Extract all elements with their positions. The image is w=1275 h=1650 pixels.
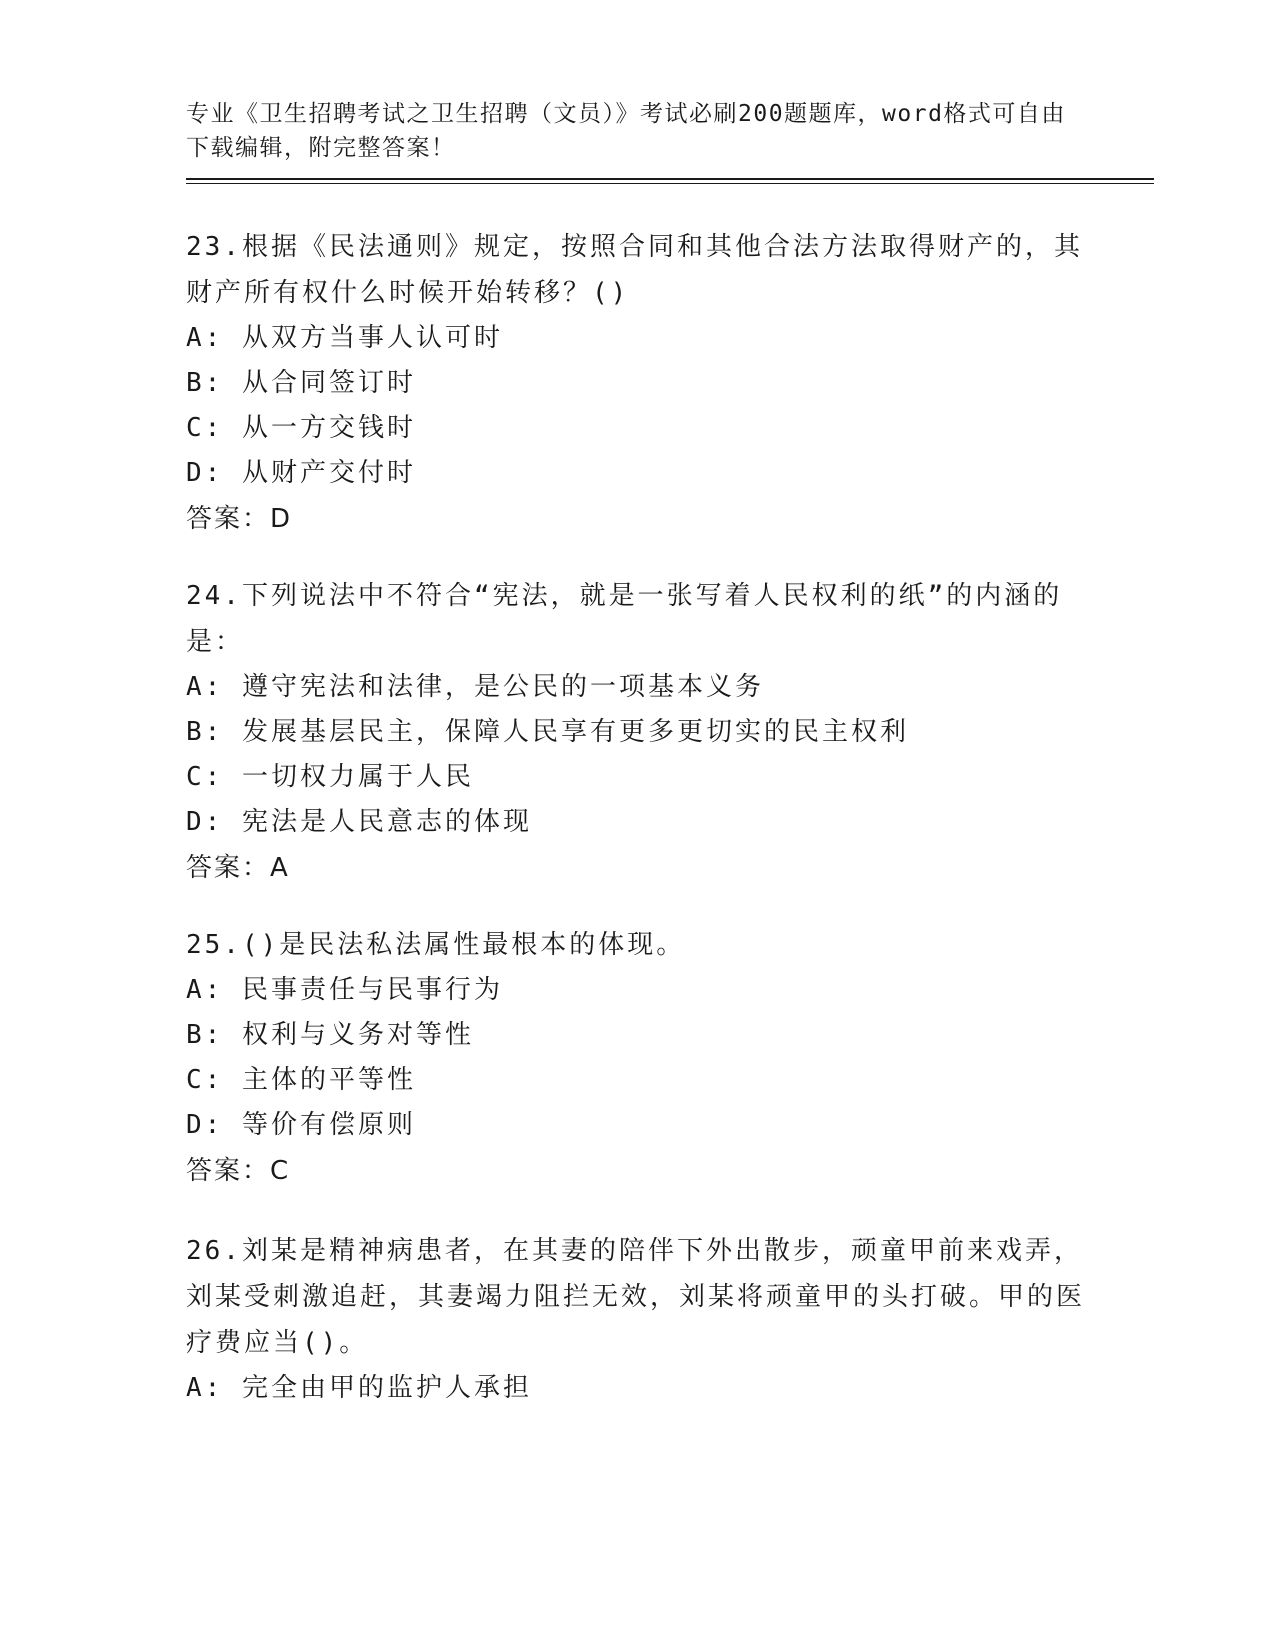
question-23 [186,224,1086,542]
question-26 [186,1228,1086,1411]
document-intro: 专业《卫生招聘考试之卫生招聘（文员）》考试必刷200题题库，word格式可自由下载编辑，附完整答案！ [186,101,1066,161]
option-a: A: 从双方当事人认可时 [186,323,503,353]
option-d: D: 宪法是人民意志的体现 [186,807,532,837]
option-d: D: 从财产交付时 [186,458,416,488]
question-24 [186,573,1086,891]
question-25 [186,922,1086,1194]
question-stem: 25.()是民法私法属性最根本的体现。 [186,930,686,960]
option-b: B: 权利与义务对等性 [186,1020,474,1050]
option-a: A: 完全由甲的监护人承担 [186,1373,532,1403]
answer-line: 答案：D [186,504,293,534]
option-a: A: 民事责任与民事行为 [186,975,503,1005]
option-c: C: 主体的平等性 [186,1065,416,1095]
answer-line: 答案：A [186,853,290,883]
option-c: C: 从一方交钱时 [186,413,416,443]
option-c: C: 一切权力属于人民 [186,762,474,792]
answer-line: 答案：C [186,1156,291,1186]
question-stem: 23.根据《民法通则》规定，按照合同和其他合法方法取得财产的，其财产所有权什么时候开始转移？() [186,232,1083,308]
question-stem: 24.下列说法中不符合“宪法，就是一张写着人民权利的纸”的内涵的是： [186,581,1063,657]
question-stem: 26.刘某是精神病患者，在其妻的陪伴下外出散步，顽童甲前来戏弄，刘某受刺激追赶，其妻竭力阻拦无效，刘某将顽童甲的头打破。甲的医疗费应当()。 [186,1236,1086,1358]
option-b: B: 发展基层民主，保障人民享有更多更切实的民主权利 [186,717,909,747]
option-d: D: 等价有偿原则 [186,1110,416,1140]
option-a: A: 遵守宪法和法律，是公民的一项基本义务 [186,672,764,702]
option-b: B: 从合同签订时 [186,368,416,398]
header-divider [186,178,1154,184]
